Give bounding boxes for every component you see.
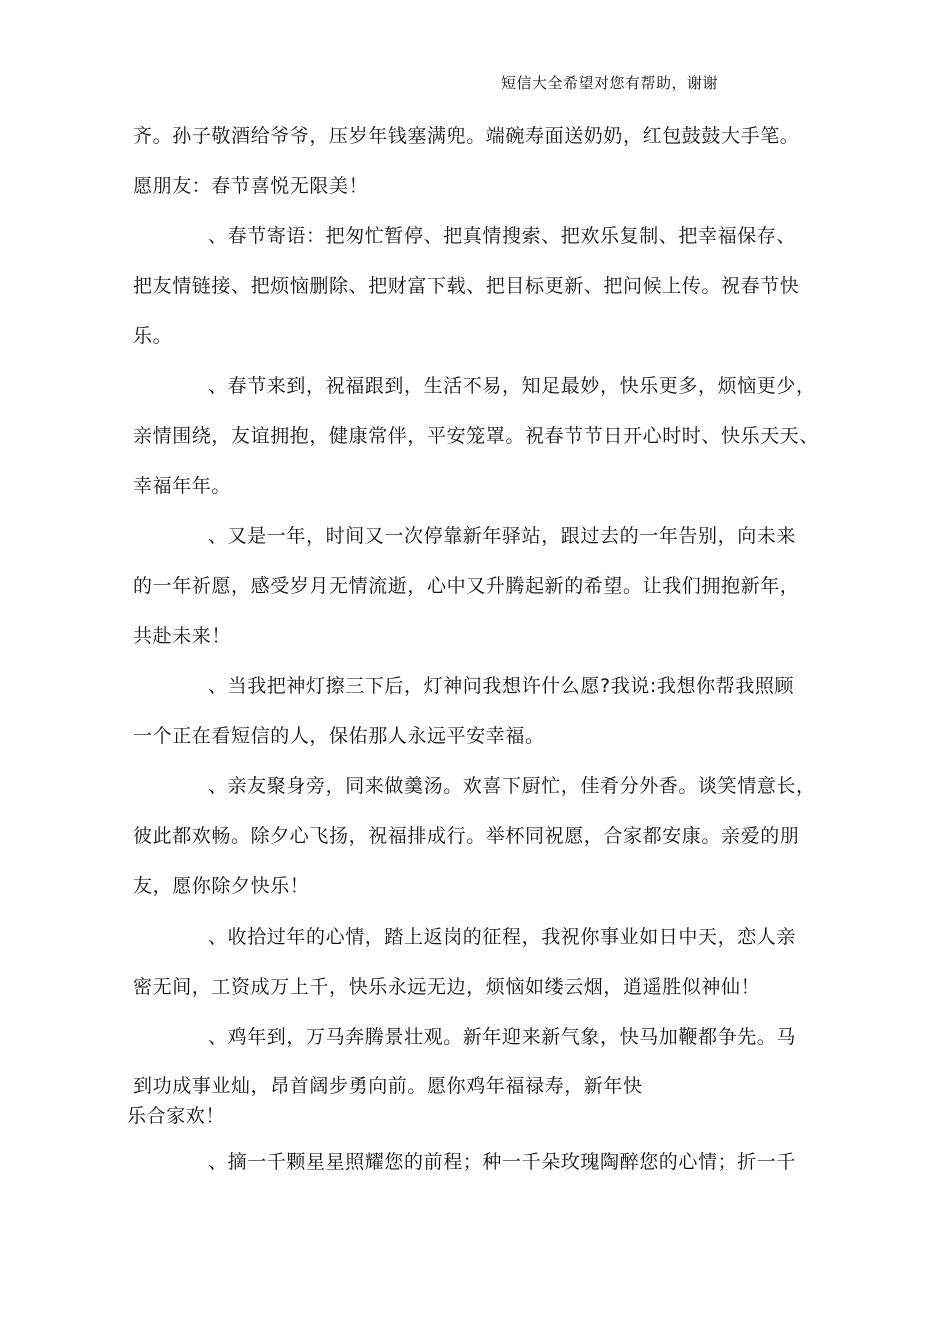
text-line-16: 友，愿你除夕快乐！ (133, 875, 310, 897)
page-header: 短信大全希望对您有帮助，谢谢 (501, 74, 719, 92)
text-line-13: 一个正在看短信的人，保佑那人永远平安幸福。 (133, 725, 545, 747)
text-line-1: 齐。孙子敬酒给爷爷，压岁年钱塞满兜。端碗寿面送奶奶，红包鼓鼓大手笔。 (133, 125, 800, 147)
text-line-4: 把友情链接、把烦恼删除、把财富下载、把目标更新、把问候上传。祝春节快 (133, 275, 800, 297)
text-line-7: 亲情围绕，友谊拥抱，健康常伴，平安笼罩。祝春节节日开心时时、快乐天天、 (133, 425, 820, 447)
text-line-19: 、鸡年到，万马奔腾景壮观。新年迎来新气象，快马加鞭都争先。马 (208, 1026, 797, 1048)
text-line-3: 、春节寄语：把匆忙暂停、把真情搜索、把欢乐复制、把幸福保存、 (208, 225, 797, 247)
text-line-8: 幸福年年。 (133, 475, 232, 497)
text-line-2: 愿朋友：春节喜悦无限美！ (133, 175, 369, 197)
text-line-21: 乐合家欢！ (127, 1105, 226, 1127)
text-line-10: 的一年祈愿，感受岁月无情流逝，心中又升腾起新的希望。让我们拥抱新年， (133, 575, 800, 597)
text-line-9: 、又是一年，时间又一次停靠新年驿站，跟过去的一年告别，向未来 (208, 525, 797, 547)
text-line-5: 乐。 (133, 325, 173, 347)
text-line-12: 、当我把神灯擦三下后，灯神问我想许什么愿?我说:我想你帮我照顾 (208, 675, 795, 697)
text-line-17: 、收拾过年的心情，踏上返岗的征程，我祝你事业如日中天，恋人亲 (208, 926, 797, 948)
text-line-20: 到功成事业灿，昂首阔步勇向前。愿你鸡年福禄寿，新年快 (133, 1075, 643, 1097)
text-line-18: 密无间，工资成万上千，快乐永远无边，烦恼如缕云烟，逍遥胜似神仙！ (133, 976, 761, 998)
text-line-11: 共赴未来！ (133, 625, 232, 647)
text-line-6: 、春节来到，祝福跟到，生活不易，知足最妙，快乐更多，烦恼更少， (208, 375, 816, 397)
text-line-22: 、摘一千颗星星照耀您的前程；种一千朵玫瑰陶醉您的心情；折一千 (208, 1151, 797, 1173)
text-line-14: 、亲友聚身旁，同来做羹汤。欢喜下厨忙，佳肴分外香。谈笑情意长， (208, 775, 816, 797)
text-line-15: 彼此都欢畅。除夕心飞扬，祝福排成行。举杯同祝愿，合家都安康。亲爱的朋 (133, 825, 800, 847)
